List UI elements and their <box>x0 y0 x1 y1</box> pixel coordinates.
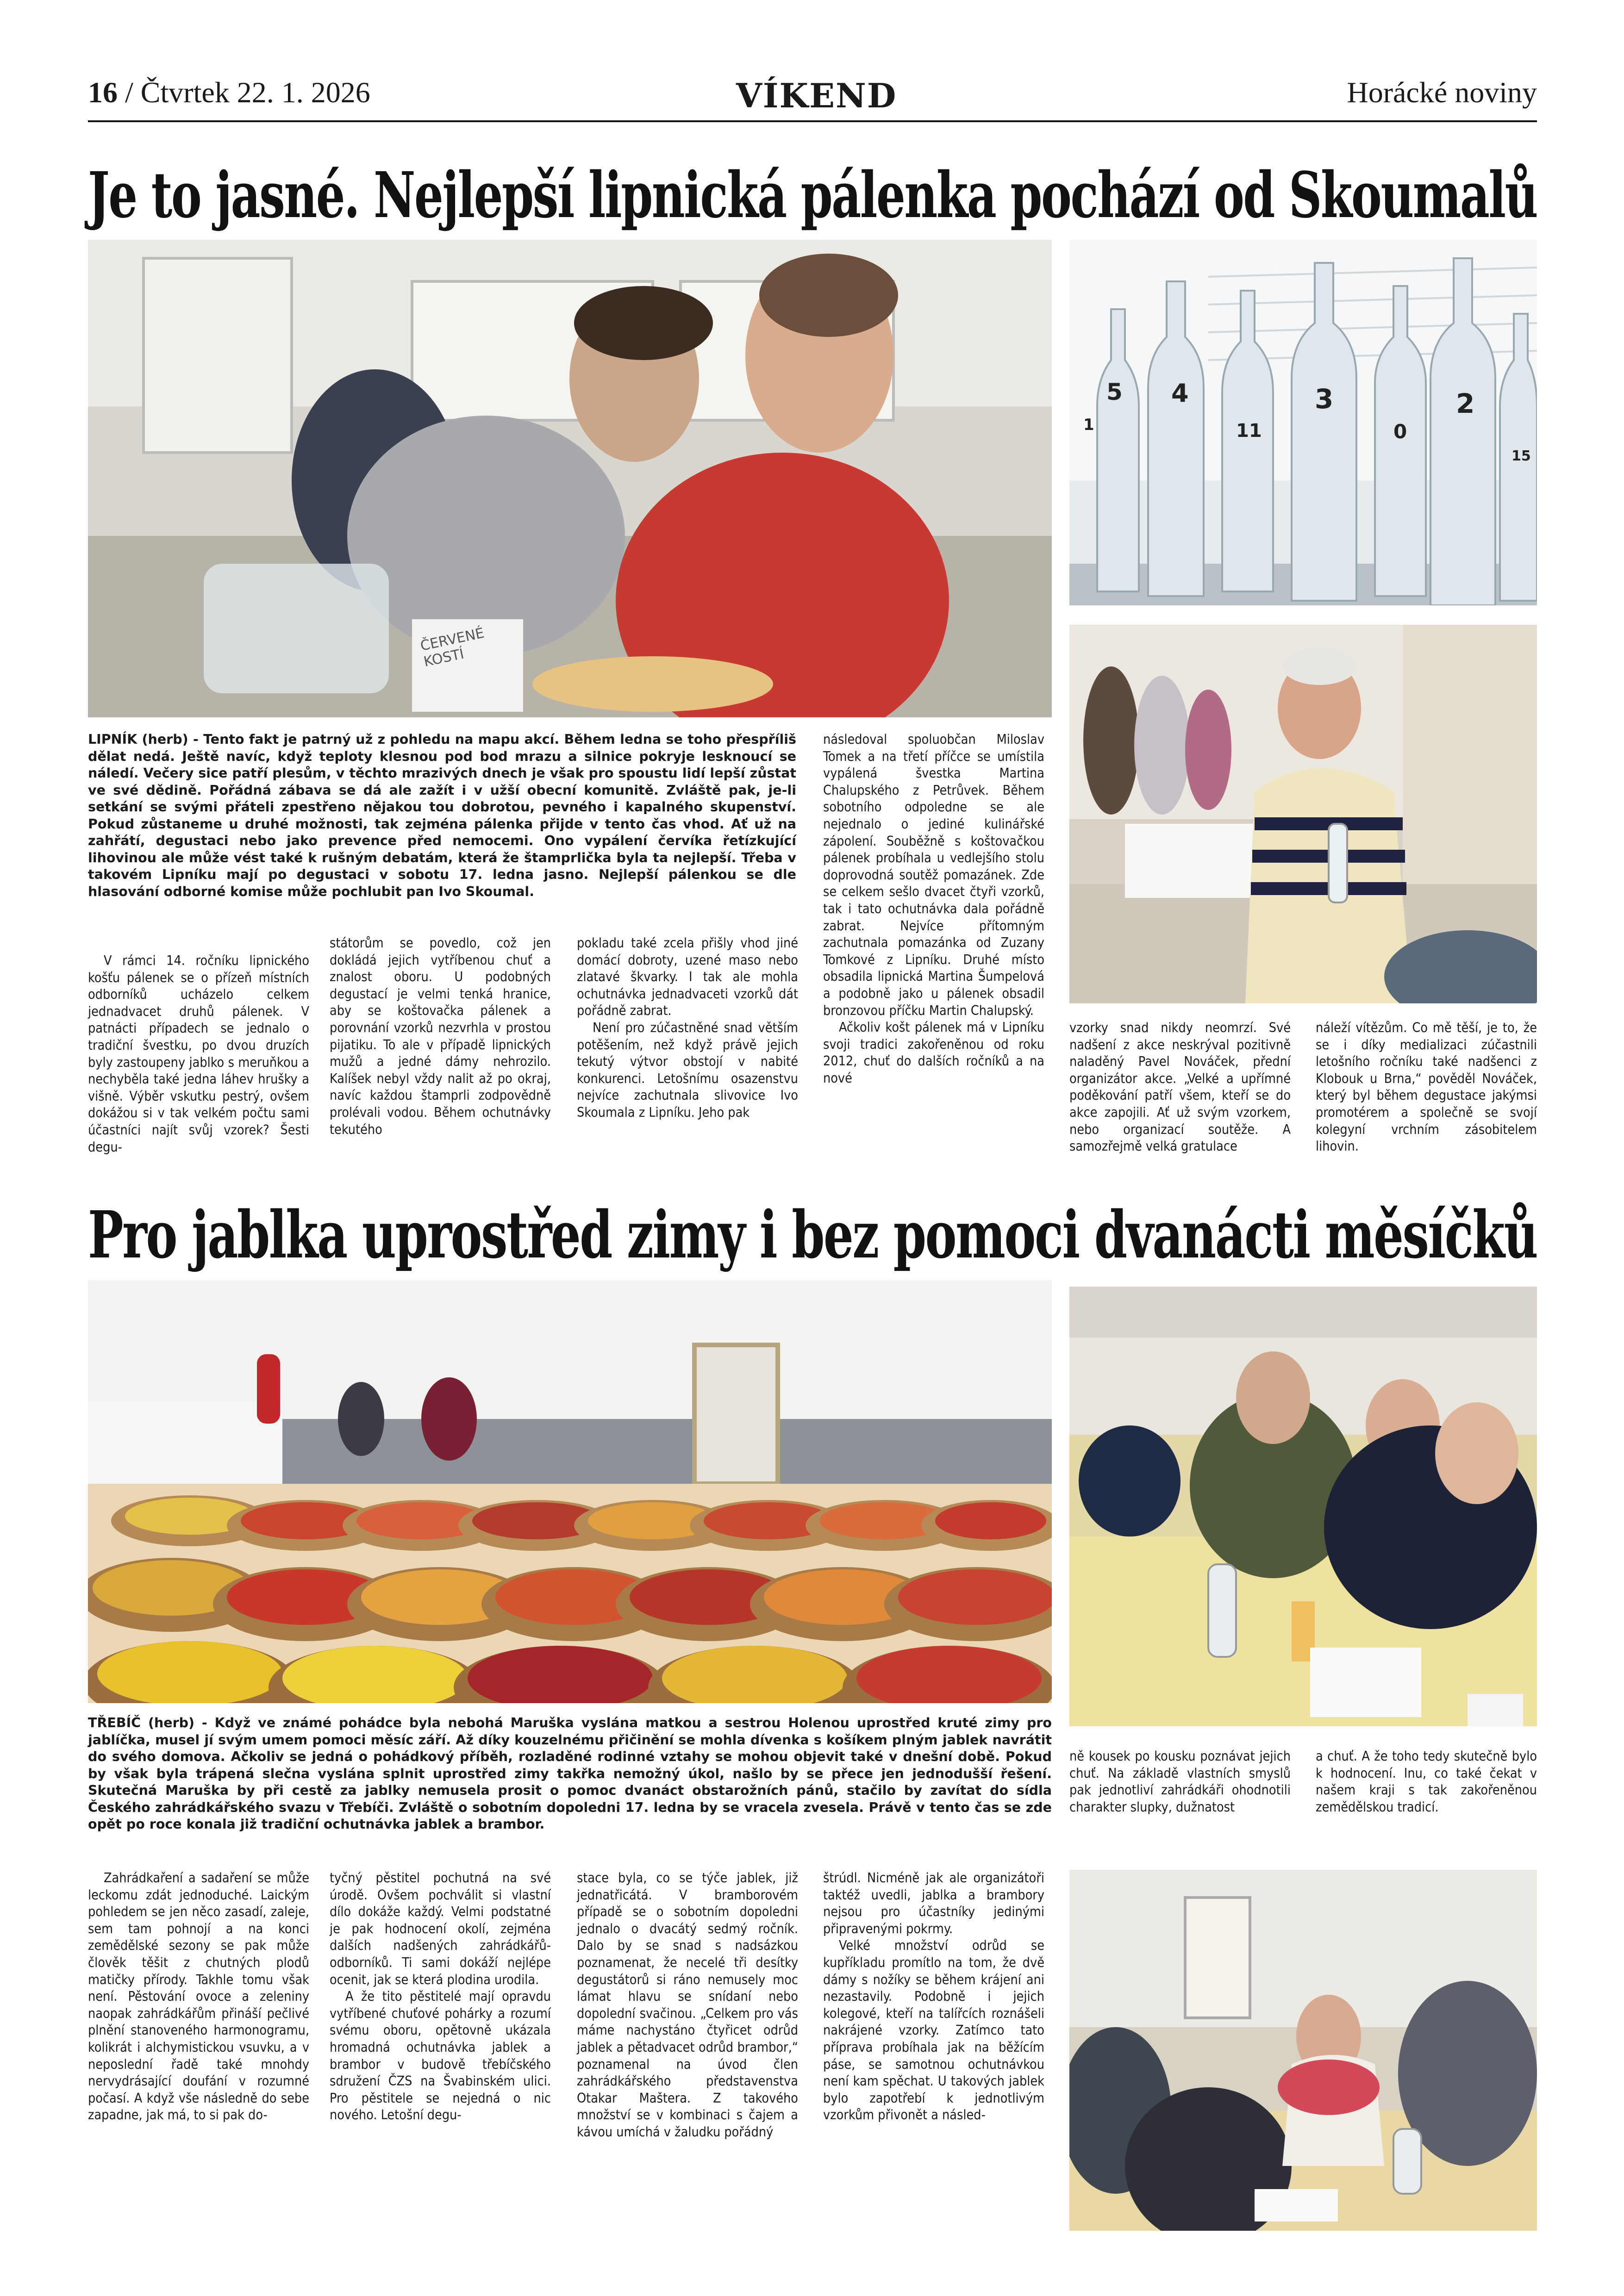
page-number: 16 <box>88 76 118 109</box>
article2-column-6 <box>1316 1748 1537 1816</box>
article1-column-5 <box>1069 1020 1291 1155</box>
bottle-label-2: 2 <box>1456 388 1475 419</box>
article1-paragraph: následoval spoluobčan Miloslav Tomek a na třetí příčce se umístila vypálená švestka Martina Chalupského z Petrůvek. Během sobotního odpoledne se ale nejednalo o jediné kulinářské zápolení. Souběžně s koštovačkou pálenek probíhala u vedlejšího stolu doprovodná soutěž pomazánek. Zde se celkem sešlo dvacet čtyři vzorků, tak i tato ochutnávka dala pořádně zabrat. Nejvíce přítomným zachutnala pomazánka od Zuzany Tomkové z Lipníku. Druhé místo obsadila lipnická Martina Šumpelová a podobně jako u pálenek obsadil bronzovou příčku Martin Chalupský. <box>823 732 1044 1018</box>
article1-paragraph: Ačkoliv košt pálenek má v Lipníku svoji tradici zakořeněnou od roku 2012, chuť do dalších ročníků a na nové <box>823 1020 1044 1086</box>
article1-paragraph: V rámci 14. ročníku lipnického košťu pálenek se o přízeň místních odborníků ucházelo celkem jednadvacet druhů pálenek. V patnácti případech se jednalo o tradiční švestku, po dvou druzích byly zastoupeny jablko s meruňkou a nechyběla také jedna láhev hrušky a višně. Výběr vskutku pestrý, ovšem dokážou si v tak velkém počtu sami účastníci najít svůj vzorek? Šesti degu- <box>88 953 309 1155</box>
article1-paragraph: náleží vítězům. Co mě těší, je to, že se i díky medializaci zúčastnili letošního ročníku také nadšenci z Klobouk u Brna,“ pověděl Nováček, který byl během degustace jakýmsi promotérem a společně se svojí kolegyní vrchním zásobitelem lihovin. <box>1316 1020 1537 1154</box>
article1-paragraph: státorům se povedlo, což jen dokládá jejich vytříbenou chuť a znalost oboru. U podobných degustací je velmi tenká hranice, aby se koštovačka pálenek a porovnání vzorků nezvrhla v prostou pijatiku. To ale v případě lipnických mužů a jedné dámy nehrozilo. Kalíšek nebyl vždy nalit až po okraj, navíc každou štamprli zodpovědně prolévali vodou. Během ochutnávky tekutého <box>330 935 551 1137</box>
bottle-label-15: 15 <box>1512 448 1531 464</box>
issue-date: / Čtvrtek 22. 1. 2026 <box>125 76 370 109</box>
article2-lead-text: Když ve známé pohádce byla nebohá Maruška vyslána matkou a sestrou Holenou uprostřed kruté zimy pro jablíčka, musel jí svým umem pomoci měsíc září. Až díky kouzelnému přičinění se mohla dívenka s košíkem plným jablek navrátit do svého domova. Ačkoliv se jedná o pohádkový příběh, rozladěné rodinné vztahy se mohou objevit také v dnešní době. Pokud by však byla trápená slečna vyslána splnit uprostřed zimy takřka nemožný úkol, našlo by se přece jen jednodušší řešení. Skutečná Maruška by při cestě za jablky nemusela prosit o pomoc dvanáct obstarožních pánů, stačilo by zavítat do sídla Českého zahrádkářského svazu v Třebíči. Zvláště o sobotním dopoledni 17. ledna by se vracela zvesela. Právě v tento čas se zde opět po roce konala již tradiční ochutnávka jablek a brambor. <box>88 1715 1052 1832</box>
article2-photo-apples <box>88 1280 1052 1703</box>
bottle-label-0: 0 <box>1393 420 1407 443</box>
article2-photo-hall <box>1069 1287 1537 1726</box>
article2-headline: Pro jablka uprostřed zimy i bez pomoci dvanácti měsíčků <box>88 1197 1537 1273</box>
article1-headline: Je to jasné. Nejlepší lipnická pálenka pochází od Skoumalů <box>88 158 1537 232</box>
article1-paragraph: vzorky snad nikdy neomrzí. Své nadšení z akce neskrýval pozitivně naladěný Pavel Nováček, přední organizátor akce. „Velké a upřímné poděkování patří všem, kteří se do akce zapojili. Ať už svým vzorkem, nebo organizací soutěže. A samozřejmě velká gratulace <box>1069 1020 1291 1154</box>
article2-paragraph: štrúdl. Nicméně jak ale organizátoři taktéž uvedli, jablka a brambory nejsou pro účastníky jedinými připravenými pokrmy. <box>823 1870 1044 1936</box>
article2-photo-serving <box>1069 1870 1537 2231</box>
section-name: VÍKEND <box>736 76 897 115</box>
article1-column-2 <box>330 935 551 1138</box>
article2-column-4 <box>823 1870 1044 2124</box>
article2-paragraph: Zahrádkaření a sadaření se může leckomu zdát jednoduché. Laickým pohledem se jen něco zasadí, zaleje, sem tam pohnojí a na konci zemědělské sezony se pak může člověk těšit z chutných plodů matičky přírody. Takhle tomu však není. Pěstování ovoce a zeleniny naopak zahrádkářům přináší pečlivé plnění stanoveného harmonogramu, kolikrát i alchymistickou vsuvku, a v neposlední řadě také mnohdy nervydrásající doufání v rozumné počasí. A když vše následně do sebe zapadne, jak má, to si pak do- <box>88 1870 309 2123</box>
article2-column-1 <box>88 1870 309 2124</box>
article2-lead <box>88 1715 1052 1833</box>
article1-lead-place: LIPNÍK (herb) - <box>88 732 199 747</box>
article1-column-3 <box>577 935 798 1121</box>
article1-lead <box>88 731 796 900</box>
article1-photo-tasters <box>88 240 1052 717</box>
article2-paragraph: a chuť. A že toho tedy skutečně bylo k hodnocení. Inu, co také čekat v našem kraji s tak zakořeněnou zemědělskou tradicí. <box>1316 1748 1537 1815</box>
page-number-date <box>88 78 370 107</box>
article2-column-2 <box>330 1870 551 2124</box>
article2-paragraph: stace byla, co se týče jablek, již jednatřicátá. V bramborovém případě se o sobotním dopoledni jednalo o dvacátý sedmý ročník. Dalo by se snad s nadsázkou poznamenat, že necelé tři desítky degustátorů si ráno nemusely moc lámat hlavu se snídaní nebo dopolední svačinou. „Celkem pro vás máme nachystáno čtyřicet odrůd jablek a pětadvacet odrůd brambor,“ poznamenal na úvod člen zahrádkářského představenstva Otakar Maštera. Z takového množství se v kombinaci s čajem a kávou umíchá v žaludku pořádný <box>577 1870 798 2140</box>
article1-column-1 <box>88 952 309 1156</box>
bottle-label-4: 4 <box>1171 379 1189 408</box>
article2-column-3 <box>577 1870 798 2141</box>
bottle-label-3: 3 <box>1315 383 1334 415</box>
tasting-sign: ČERVENÉ KOSTÍ <box>418 625 486 671</box>
article2-paragraph: Velké množství odrůd se kupříkladu promítlo na tom, že dvě dámy s nožíky se během krájení ani nezastavily. Podobně i jejich kolegové, kteří na talířcích roznášeli nakrájené vzorky. Zatímco tato příprava probíhala jak na běžícím páse, se samotnou ochutnávkou není kam spěchat. U takových jablek bylo zapotřebí k jednotlivým vzorkům přivonět a násled- <box>823 1938 1044 2123</box>
article1-column-4 <box>823 731 1044 1087</box>
bottle-label-11: 11 <box>1236 420 1262 442</box>
article1-photo-organizer <box>1069 625 1537 1003</box>
bottle-label-5: 5 <box>1106 379 1123 405</box>
article1-photo-bottles <box>1069 240 1537 605</box>
article2-paragraph: tyčný pěstitel pochutná na své úrodě. Ovšem pochválit si vlastní dílo dokáže každý. Velmi podstatné je pak hodnocení okolí, zejména dalších nadšených zahrádkářů-odborníků. Ti sami dokáží nejlépe ocenit, jak se která plodina urodila. <box>330 1870 551 1987</box>
article2-column-5 <box>1069 1748 1291 1816</box>
article1-paragraph: pokladu také zcela přišly vhod jiné domácí dobroty, uzené maso nebo zlatavé škvarky. I tak ale mohla ochutnávka jednadvaceti vzorků dát pořádně zabrat. <box>577 935 798 1019</box>
article2-paragraph: ně kousek po kousku poznávat jejich chuť. Na základě vlastních smyslů pak jednotliví zahrádkáři ohodnotili charakter slupky, dužnatost <box>1069 1748 1291 1815</box>
article1-lead-text: Tento fakt je patrný už z pohledu na mapu akcí. Během ledna se toho přespříliš dělat nedá. Ještě navíc, když teploty klesnou pod bod mrazu a silnice pokryje lesknoucí se náledí. Večery sice patří plesům, v těchto mrazivých dnech je však pro spoustu lidí lepší zůstat ve své dědině. Pořádná zábava se dá ale zažít i v užší obecní komunitě. Zvláště pak, je-li setkání se svými přáteli zpestřeno nějakou tou dobrotou, pevného i kapalného skupenství. Pokud zůstaneme u druhé možnosti, tak zejména pálenka přijde v tento čas vhod. Ať už na zahřátí, degustaci nebo jako prevence před nemocemi. Ono vypálení červíka řetízkující lihovinou ale může vést také k rušným debatám, která že štamprlička byla ta nejlepší. Třeba v takovém Lipníku mají po degustaci v sobotu 17. ledna jasno. Nejlepší pálenkou se dle hlasování odborné komise může pochlubit pan Ivo Skoumal. <box>88 732 796 899</box>
bottle-label-1: 1 <box>1083 416 1094 434</box>
article1-paragraph: Není pro zúčastněné snad větším potěšením, než když právě jejich tekutý výtvor obstojí v nabité konkurenci. Letošnímu osazenstvu nejvíce zachutnala slivovice Ivo Skoumala z Lipníku. Jeho pak <box>577 1020 798 1120</box>
article2-paragraph: A že tito pěstitelé mají opravdu vytříbené chuťové pohárky a rozumí svému oboru, opětovně ukázala hromadná ochutnávka jablek a brambor v budově třebíčského sdružení ČZS na Švabinském ulici. Pro pěstitele se nejedná o nic nového. Letošní degu- <box>330 1989 551 2123</box>
article1-column-6 <box>1316 1020 1537 1155</box>
publication-name: Horácké noviny <box>1347 76 1537 109</box>
article2-lead-place: TŘEBÍČ (herb) - <box>88 1715 207 1730</box>
header-rule <box>88 120 1537 122</box>
